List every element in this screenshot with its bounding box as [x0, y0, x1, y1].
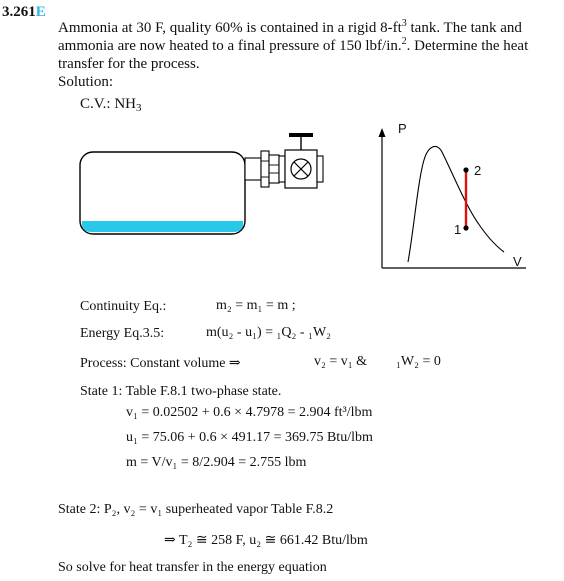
closing-text: So solve for heat transfer in the energy equation — [58, 560, 327, 575]
state-2-point — [463, 167, 468, 172]
process-label: Process: Constant volume ⇒ — [80, 356, 241, 371]
p-axis-label: P — [398, 121, 407, 136]
tank-neck — [245, 158, 261, 180]
pv-diagram — [374, 118, 534, 276]
state-2-heading: State 2: P₂, v₂ = v₁ superheated vapor Table F.8.2 — [58, 502, 334, 517]
saturation-dome — [408, 146, 504, 262]
valve-flange-left — [261, 151, 269, 187]
state-1-internal-energy: u₁ = 75.06 + 0.6 × 491.17 = 369.75 Btu/lbm — [126, 430, 373, 445]
problem-number — [2, 4, 46, 21]
valve-flange-right — [269, 155, 279, 183]
problem-line-1-a: Ammonia at 30 F, quality 60% is contained in a rigid 8-ft — [58, 20, 402, 36]
problem-line-2 — [58, 38, 528, 55]
cv-label: C.V.: NH — [80, 96, 136, 112]
energy-label: Energy Eq.3.5: — [80, 326, 165, 341]
state-1-specific-volume: v₁ = 0.02502 + 0.6 × 4.7978 = 2.904 ft³/lbm — [126, 405, 373, 420]
state-1-mass: m = V/v₁ = 8/2.904 = 2.755 lbm — [126, 455, 307, 470]
v-axis-label: V — [513, 254, 522, 269]
p-axis-arrow-icon — [379, 128, 386, 137]
state-2-result: ⇒ T₂ ≅ 258 F, u₂ ≅ 661.42 Btu/lbm — [164, 533, 368, 548]
problem-line-1-sup: 3 — [401, 18, 407, 29]
problem-number-text: 3.261 — [2, 4, 36, 20]
problem-line-2-b: . Determine the heat — [406, 38, 529, 54]
process-equation-work: ₁W₂ = 0 — [396, 354, 441, 369]
tank-liquid — [82, 221, 243, 232]
problem-line-1 — [58, 20, 522, 37]
valve-handle — [289, 133, 313, 137]
continuity-equation: m₂ = m₁ = m ; — [216, 298, 296, 313]
control-volume — [80, 96, 142, 113]
problem-suffix: E — [35, 4, 46, 20]
problem-line-2-sup: 2 — [401, 36, 407, 47]
energy-equation: m(u₂ - u₁) = ₁Q₂ - ₁W₂ — [206, 325, 332, 340]
state-1-point — [463, 225, 468, 230]
continuity-label: Continuity Eq.: — [80, 299, 167, 314]
valve-body — [279, 156, 285, 182]
state-1-label: 1 — [454, 222, 462, 237]
problem-line-2-a: ammonia are now heated to a final pressure of 150 lbf/in. — [58, 38, 402, 54]
process-equation-volume: v₂ = v₁ & — [314, 354, 368, 369]
tank-diagram — [72, 128, 334, 240]
problem-line-3: transfer for the process. — [58, 56, 200, 72]
state-2-label: 2 — [474, 163, 482, 178]
problem-line-1-b: tank. The tank and — [406, 20, 522, 36]
cv-sub: 3 — [136, 102, 142, 114]
state-1-heading: State 1: Table F.8.1 two-phase state. — [80, 384, 282, 399]
solution-label: Solution: — [58, 74, 114, 90]
